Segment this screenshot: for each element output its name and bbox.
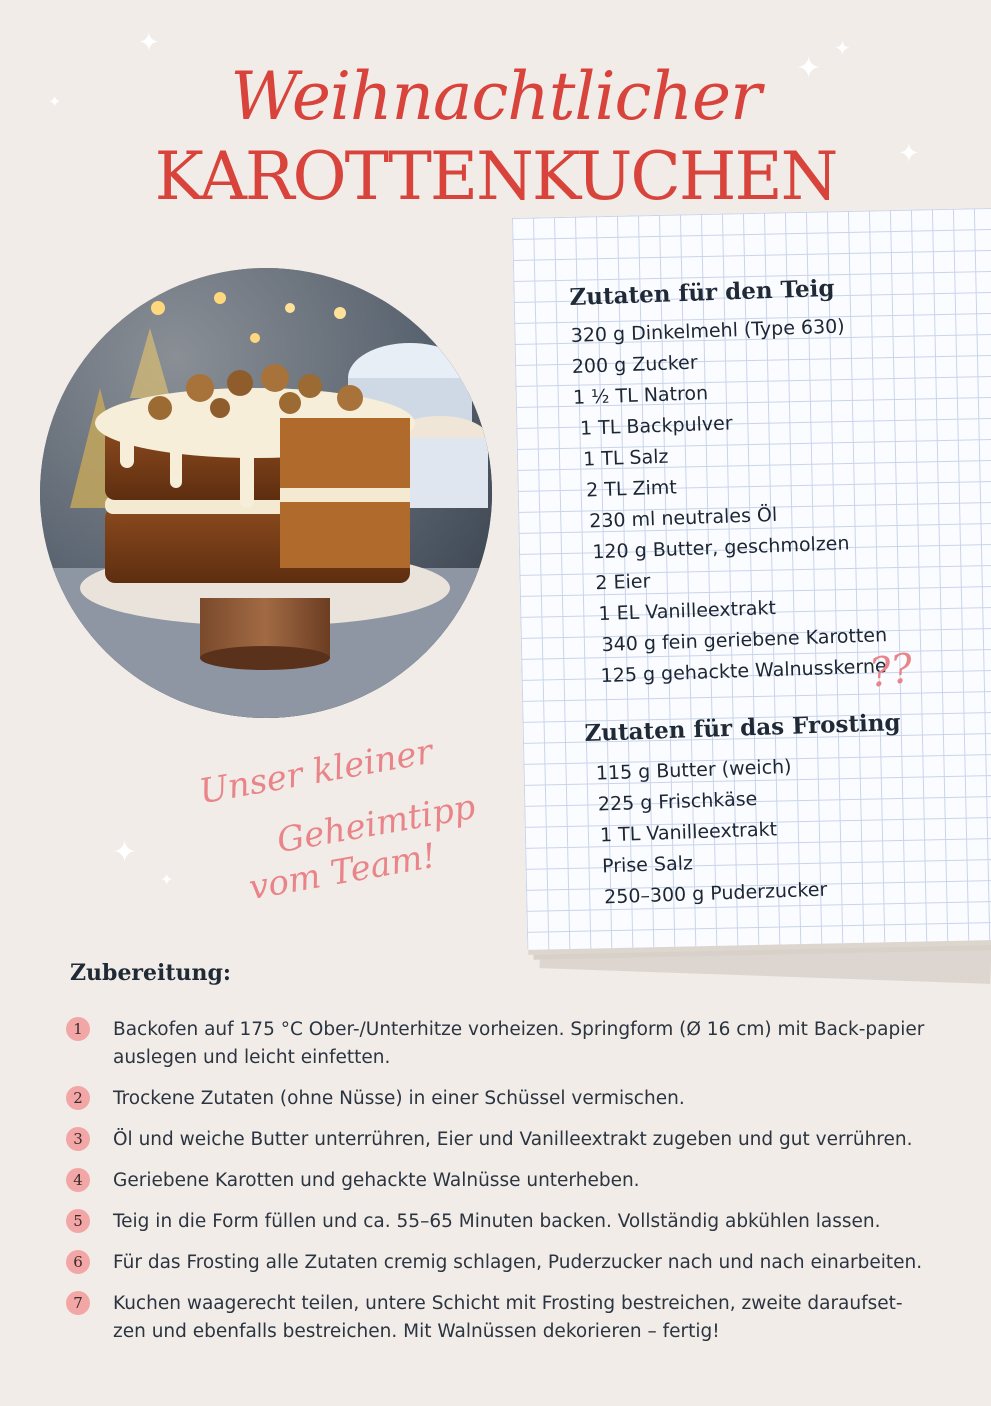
tip-line-3: vom Team! [245, 835, 440, 909]
carrot-cake-illustration [40, 268, 492, 718]
step-text: Für das Frosting alle Zutaten cremig schlagen, Puderzucker nach und nach einarbeiten. [113, 1252, 923, 1273]
sparkle-icon: ✦ [796, 51, 822, 86]
ingredient-item: 1 TL Vanilleextrakt [599, 818, 778, 847]
step-text: Öl und weiche Butter unterrühren, Eier und Vanilleextrakt zugeben und gut verrühren. [113, 1129, 913, 1150]
step-item [66, 1085, 926, 1113]
ingredient-item: 120 g Butter, geschmolzen [591, 532, 850, 564]
step-item [66, 1016, 926, 1072]
tip-line-1: Unser kleiner [196, 731, 436, 813]
step-text: Geriebene Karotten und gehackte Walnüsse unterheben. [113, 1170, 640, 1191]
ingredient-item: 1 EL Vanilleextrakt [598, 596, 777, 626]
dough-ingredients [569, 273, 889, 692]
step-text: Backofen auf 175 °C Ober-/Unterhitze vorheizen. Springform (Ø 16 cm) mit Back-papier auslegen und leicht einfetten. [113, 1019, 925, 1068]
ingredient-item: 320 g Dinkelmehl (Type 630) [570, 315, 846, 347]
ingredient-item: 250–300 g Puderzucker [603, 878, 828, 909]
step-item [66, 1208, 926, 1236]
tip-line-2: Geheimtipp [274, 786, 479, 862]
preparation-steps [66, 1016, 926, 1359]
ingredient-item: 2 TL Zimt [585, 476, 678, 502]
step-number-badge: 4 [66, 1168, 90, 1192]
cake-photo [40, 268, 492, 718]
preparation-heading: Zubereitung: [70, 960, 232, 986]
frosting-ingredients [584, 709, 907, 914]
step-number-badge: 6 [66, 1250, 90, 1274]
title-script: Weihnachtlicher [230, 58, 761, 135]
ingredient-item: 1 TL Salz [582, 445, 669, 471]
sparkle-icon: ✦ [898, 139, 920, 169]
sparkle-icon: ✦ [48, 92, 62, 111]
ingredient-item: 230 ml neutrales Öl [588, 503, 778, 533]
step-item [66, 1167, 926, 1195]
ingredient-item: Prise Salz [601, 852, 694, 878]
sparkle-icon: ✦ [112, 835, 138, 870]
step-number-badge: 1 [66, 1017, 90, 1041]
step-text: Kuchen waagerecht teilen, untere Schicht mit Frosting bestreichen, zweite daraufset-zen und ebenfalls bestreichen. Mit Walnüssen dekorieren – fertig! [113, 1293, 903, 1342]
step-text: Teig in die Form füllen und ca. 55–65 Minuten backen. Vollständig abkühlen lassen. [113, 1211, 881, 1232]
ingredient-item: 115 g Butter (weich) [595, 755, 792, 785]
dough-heading: Zutaten für den Teig [569, 274, 835, 311]
step-number-badge: 7 [66, 1291, 90, 1315]
step-text: Trockene Zutaten (ohne Nüsse) in einer Schüssel vermischen. [113, 1088, 685, 1109]
page-title: KAROTTENKUCHEN [154, 138, 837, 215]
step-number-badge: 3 [66, 1127, 90, 1151]
ingredient-item: 200 g Zucker [571, 351, 698, 378]
step-item [66, 1290, 926, 1346]
sparkle-icon: ✦ [160, 870, 174, 889]
ingredient-item: 2 Eier [595, 570, 651, 595]
frosting-heading: Zutaten für das Frosting [584, 708, 901, 747]
step-number-badge: 5 [66, 1209, 90, 1233]
step-item [66, 1249, 926, 1277]
sparkle-icon: ✦ [834, 36, 851, 60]
sparkle-icon: ✦ [138, 28, 160, 58]
ingredient-item: 340 g fein geriebene Karotten [601, 624, 888, 657]
step-number-badge: 2 [66, 1086, 90, 1110]
ingredient-item: 225 g Frischkäse [597, 788, 758, 816]
ingredient-item: 1 TL Backpulver [579, 412, 733, 440]
ingredient-item: 1 ½ TL Natron [572, 382, 709, 409]
ingredient-item: 125 g gehackte Walnusskerne [600, 655, 887, 688]
question-marks-annotation: ?? [867, 645, 916, 697]
step-item [66, 1126, 926, 1154]
